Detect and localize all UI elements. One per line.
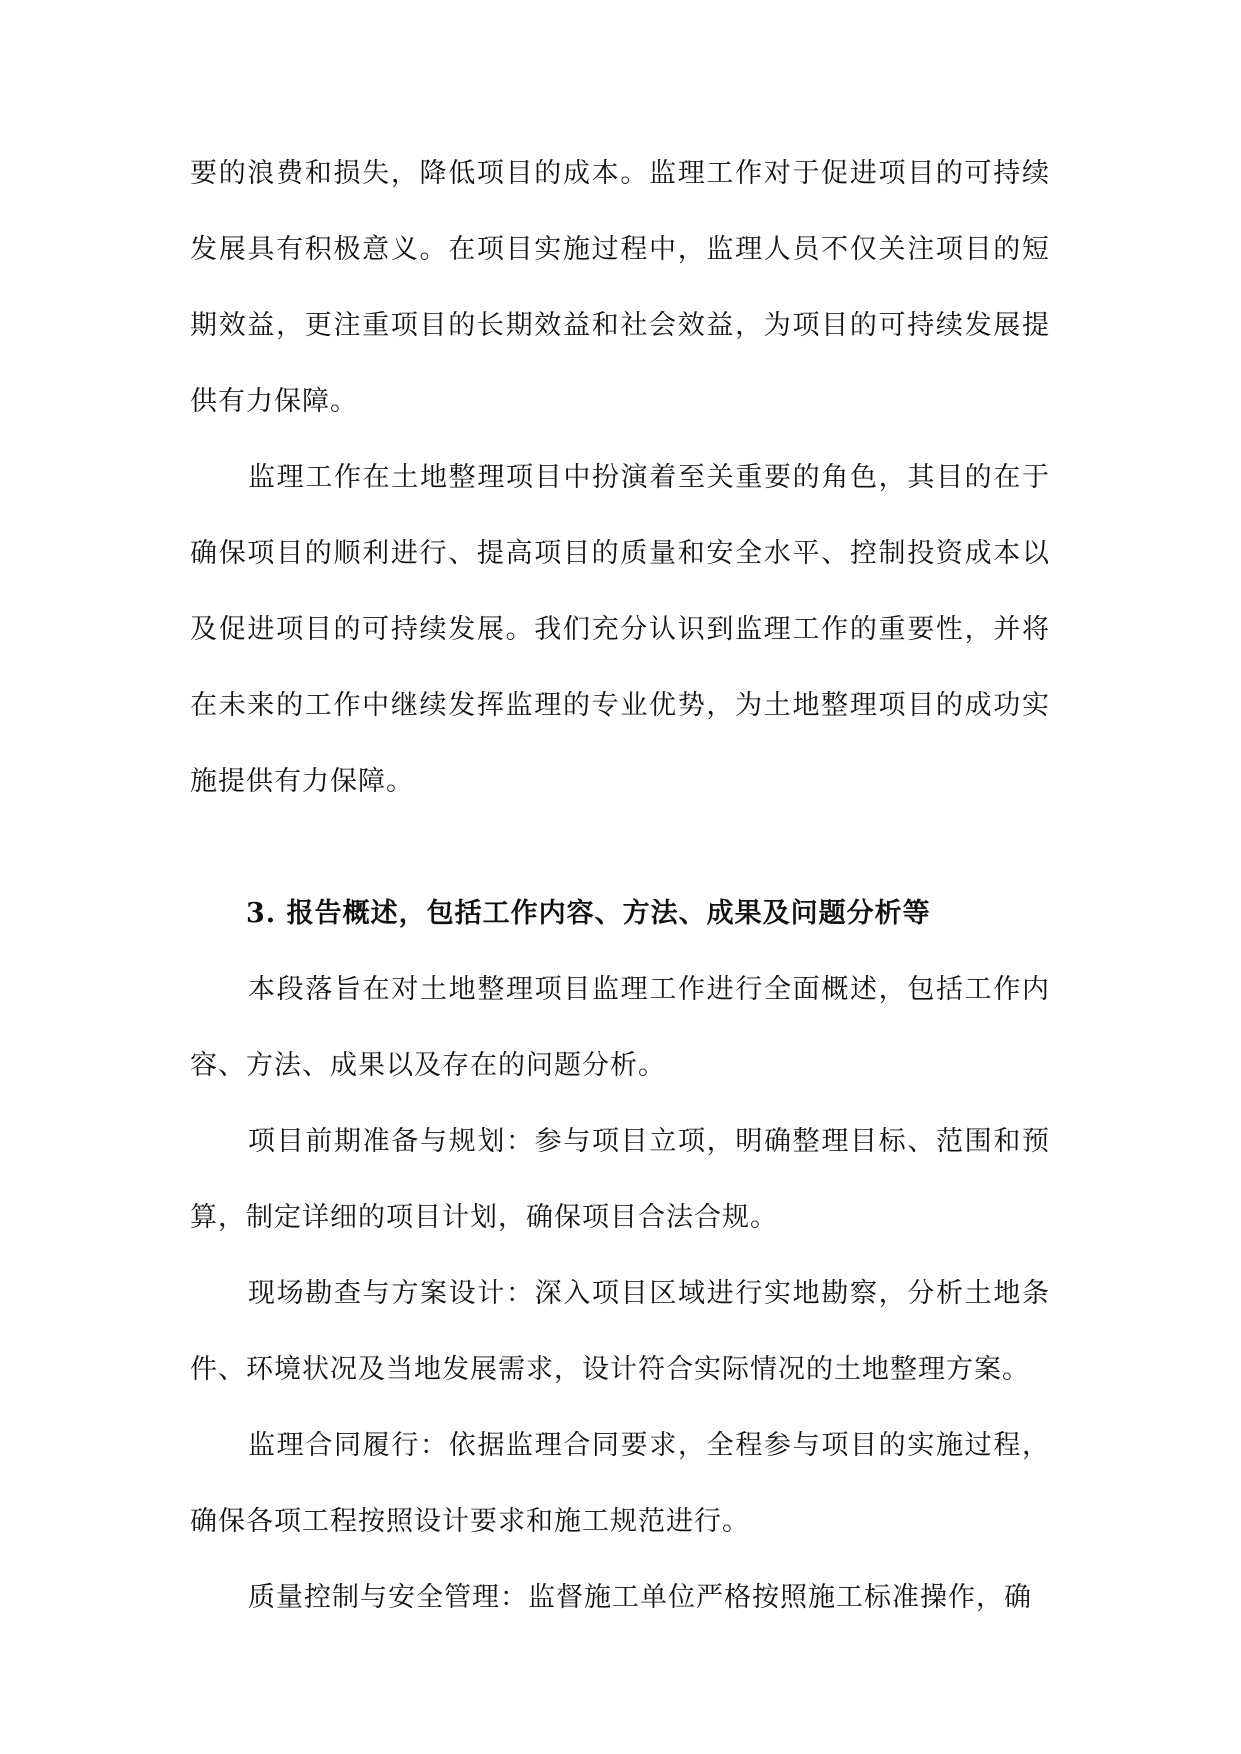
paragraph-continuation: 要的浪费和损失，降低项目的成本。监理工作对于促进项目的可持续发展具有积极意义。在项目实施过程中，监理人员不仅关注项目的短期效益，更注重项目的长期效益和社会效益，为项目的可持续发展提供有力保障。	[190, 158, 1050, 417]
document-body	[190, 136, 1050, 1636]
paragraph-overview: 本段落旨在对土地整理项目监理工作进行全面概述，包括工作内容、方法、成果以及存在的问题分析。	[190, 974, 1050, 1081]
paragraph-quality-safety: 质量控制与安全管理：监督施工单位严格按照施工标准操作，确	[248, 1582, 1032, 1613]
paragraph-contract: 监理合同履行：依据监理合同要求，全程参与项目的实施过程，确保各项工程按照设计要求和施工规范进行。	[190, 1430, 1050, 1537]
paragraph-supervision-role: 监理工作在土地整理项目中扮演着至关重要的角色，其目的在于确保项目的顺利进行、提高项目的质量和安全水平、控制投资成本以及促进项目的可持续发展。我们充分认识到监理工作的重要性，并将在未来的工作中继续发挥监理的专业优势，为土地整理项目的成功实施提供有力保障。	[190, 462, 1050, 797]
paragraph-survey-design: 现场勘查与方案设计：深入项目区域进行实地勘察，分析土地条件、环境状况及当地发展需求，设计符合实际情况的土地整理方案。	[190, 1278, 1050, 1385]
paragraph-preparation: 项目前期准备与规划：参与项目立项，明确整理目标、范围和预算，制定详细的项目计划，确保项目合法合规。	[190, 1126, 1050, 1233]
section-heading: 3. 报告概述，包括工作内容、方法、成果及问题分析等	[246, 898, 931, 929]
